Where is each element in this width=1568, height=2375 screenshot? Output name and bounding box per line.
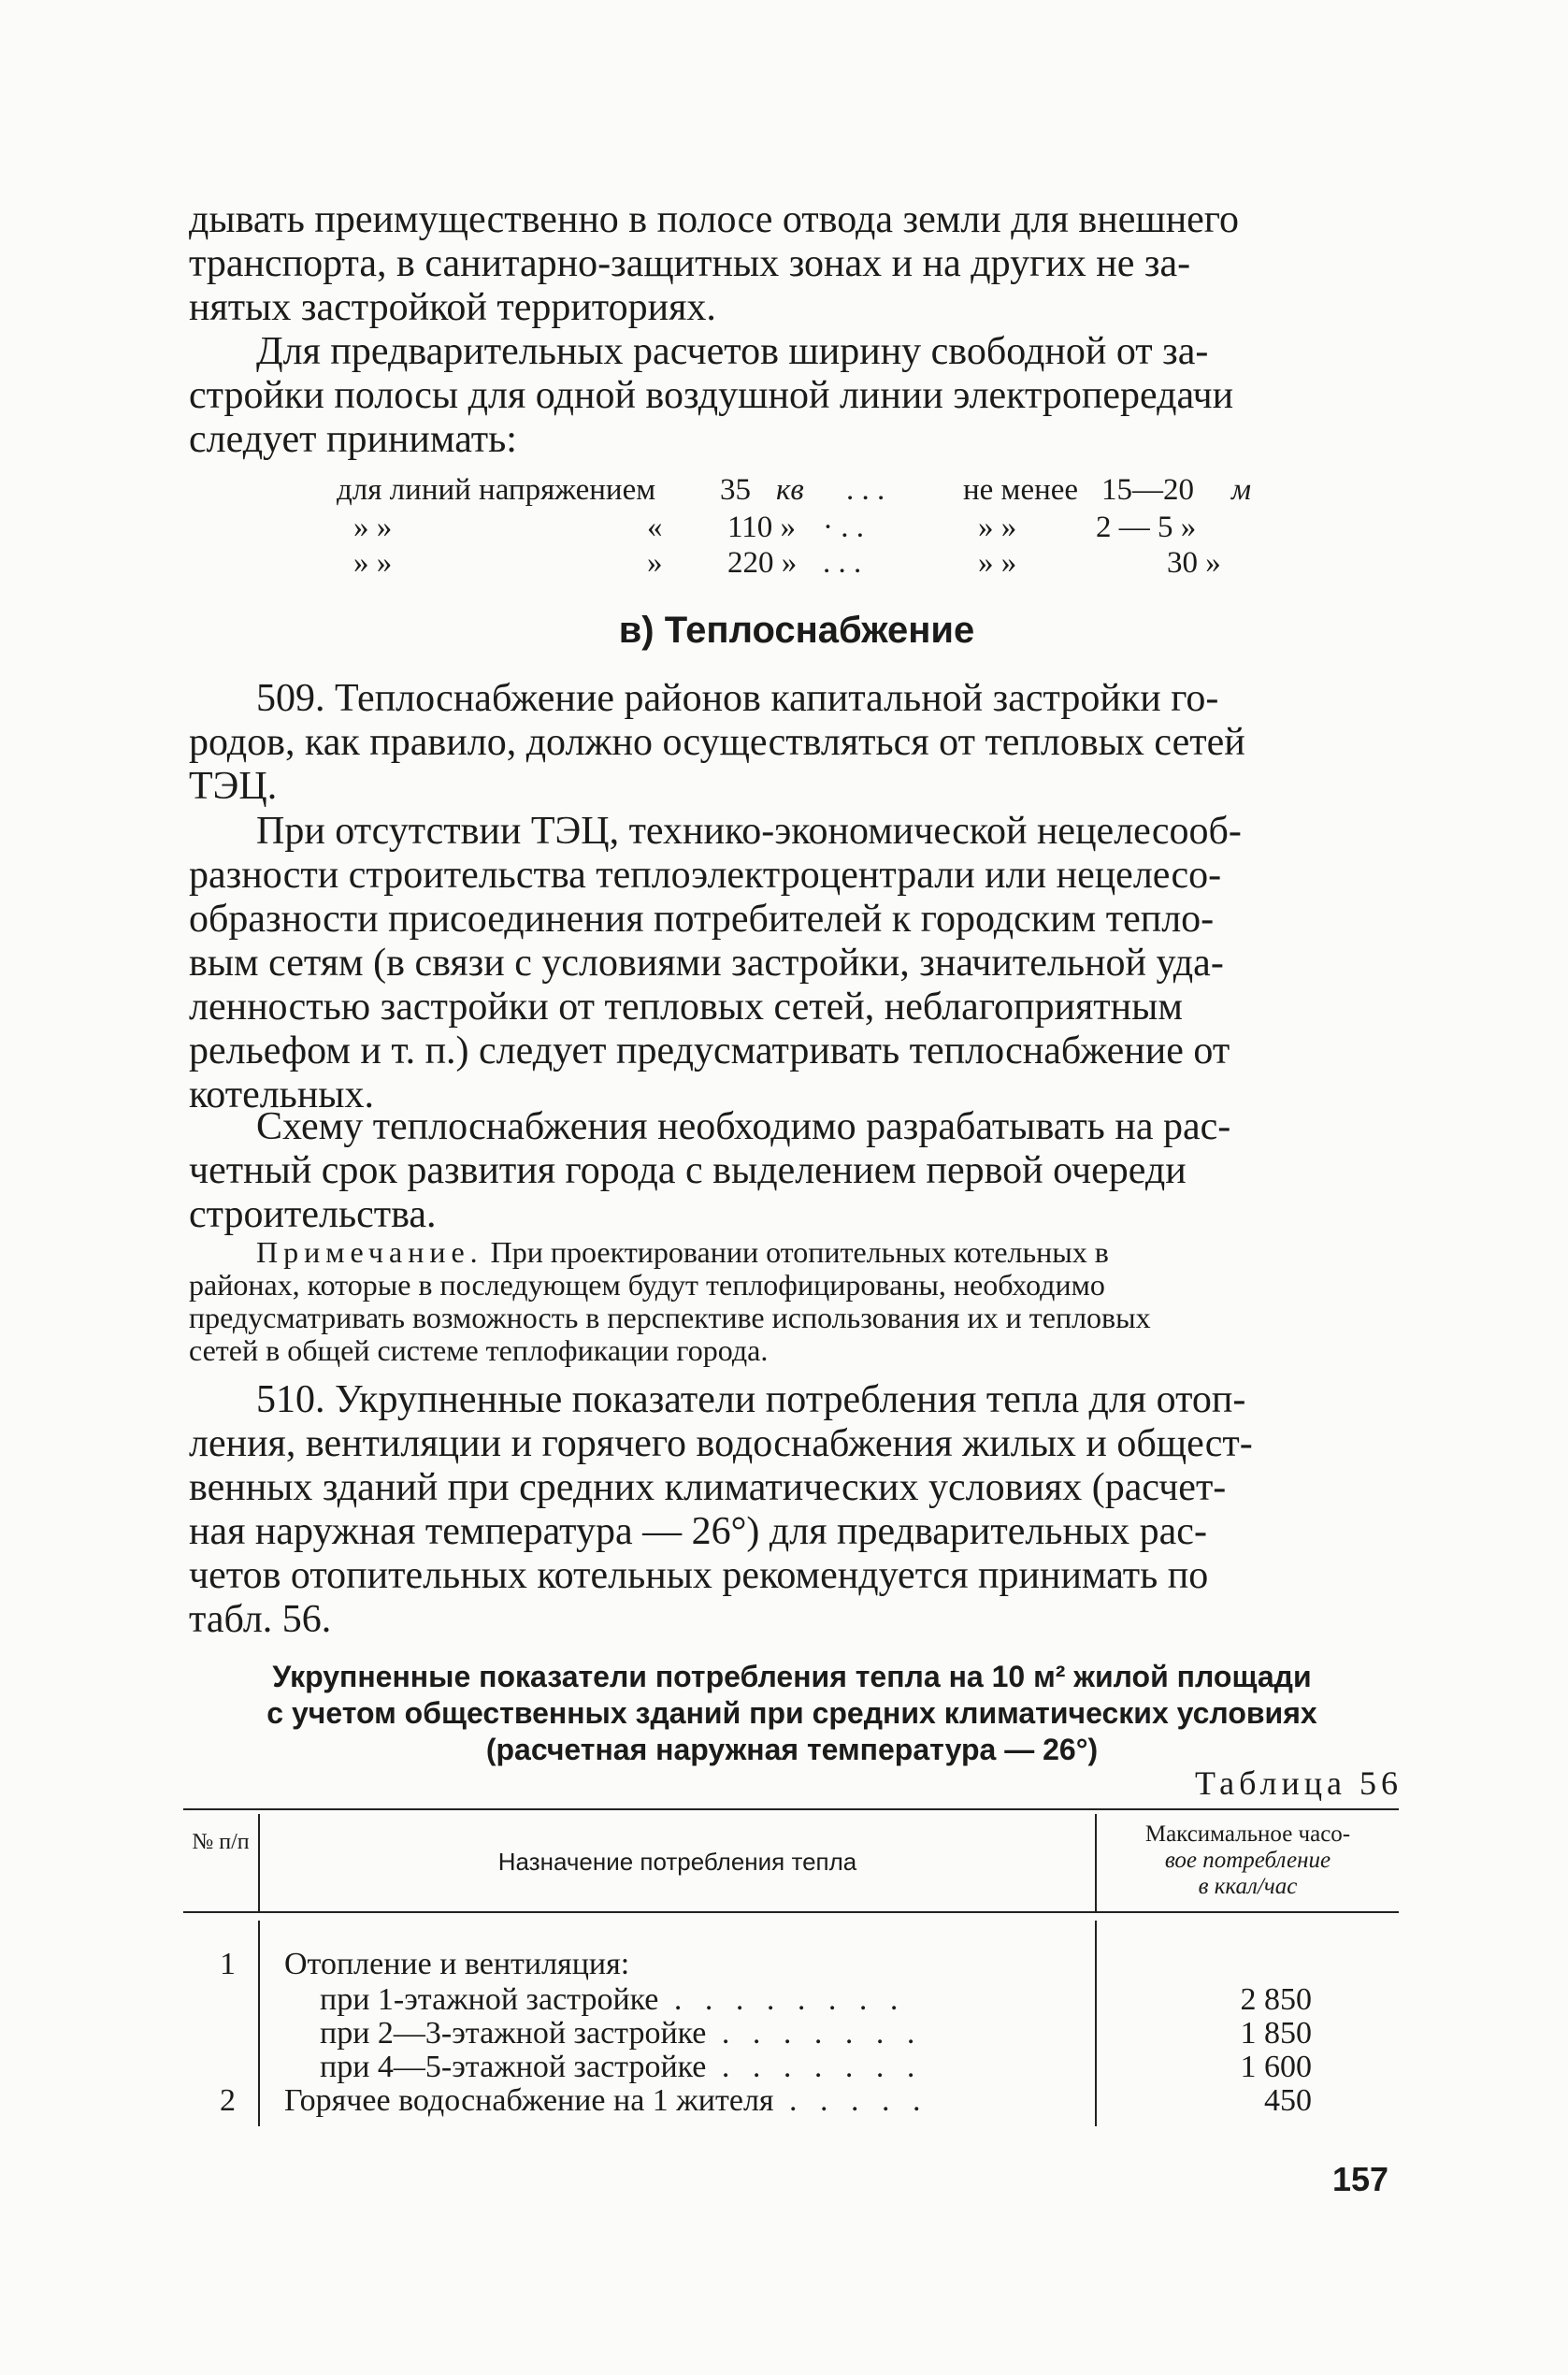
text-line: ленностью застройки от тепловых сетей, неблагоприятным bbox=[189, 986, 1183, 1029]
text-line: четов отопительных котельных рекомендуется принимать по bbox=[189, 1554, 1209, 1597]
voltage-row-3-limit: » » bbox=[978, 546, 1017, 580]
text-line: венных зданий при средних климатических условиях (расчет- bbox=[189, 1466, 1227, 1509]
table-label-block bbox=[189, 1763, 1403, 1803]
row-purpose-text: при 4—5-этажной застройке bbox=[320, 2050, 707, 2084]
row-purpose-text: Горячее водоснабжение на 1 жителя bbox=[284, 2083, 774, 2118]
voltage-row-1-dots: . . . bbox=[846, 473, 885, 507]
text-line: строительства. bbox=[189, 1193, 437, 1236]
voltage-row-2-limit: » » bbox=[978, 511, 1017, 544]
text-line: дывать преимущественно в полосе отвода земли для внешнего bbox=[189, 198, 1239, 241]
paragraph-width-intro bbox=[189, 330, 1404, 462]
row-purpose-text: при 1-этажной застройке bbox=[320, 1982, 659, 2017]
caption-line: (расчетная наружная температура — 26°) bbox=[485, 1733, 1099, 1766]
text-line: табл. 56. bbox=[189, 1598, 332, 1641]
text-line: Схему теплоснабжения необходимо разрабатывать на рас- bbox=[256, 1105, 1231, 1148]
note-line: предусматривать возможность в перспективе использования их и тепловых bbox=[189, 1301, 1151, 1334]
note-text: При проектировании отопительных котельных в bbox=[490, 1235, 1109, 1269]
row-purpose: Горячее водоснабжение на 1 жителя . . . . . bbox=[284, 2083, 928, 2118]
text-line: ТЭЦ. bbox=[189, 765, 278, 808]
text-line: образности присоединения потребителей к городским тепло- bbox=[189, 898, 1215, 941]
text-line: рельефом и т. п.) следует предусматривать теплоснабжение от bbox=[189, 1029, 1230, 1072]
text-line: нятых застройкой территориях. bbox=[189, 286, 716, 329]
row-purpose: Отопление и вентиляция: bbox=[284, 1947, 630, 1981]
text-line: котельных. bbox=[189, 1073, 375, 1116]
section-heading: в) Теплоснабжение bbox=[618, 610, 975, 651]
text-line: вым сетям (в связи с условиями застройки, значительной уда- bbox=[189, 942, 1224, 985]
row-value: 450 bbox=[1264, 2083, 1312, 2118]
text-line: ная наружная температура — 26°) для предварительных рас- bbox=[189, 1510, 1207, 1553]
text-line: ления, вентиляции и горячего водоснабжения жилых и общест- bbox=[189, 1422, 1253, 1465]
note-first-line bbox=[189, 1236, 1404, 1269]
row-value: 1 600 bbox=[1240, 2050, 1312, 2084]
voltage-row-2-width: 2 — 5 » bbox=[1096, 511, 1197, 544]
table-caption bbox=[189, 1659, 1395, 1768]
voltage-row-3-dots: . . . bbox=[823, 546, 862, 580]
voltage-row-3-mark: » bbox=[647, 546, 663, 580]
text-line: 510. Укрупненные показатели потребления тепла для отоп- bbox=[256, 1378, 1246, 1421]
voltage-row-1-limit: не менее bbox=[963, 473, 1079, 507]
text-line: следует принимать: bbox=[189, 418, 517, 461]
paragraph-509 bbox=[189, 677, 1404, 809]
caption-line: Укрупненные показатели потребления тепла на 10 м² жилой площади bbox=[272, 1660, 1312, 1693]
text-line: родов, как правило, должно осуществляться от тепловых сетей bbox=[189, 721, 1245, 764]
column-divider bbox=[258, 1921, 260, 2126]
row-purpose-text: при 2—3-этажной застройке bbox=[320, 2016, 707, 2051]
row-purpose: при 4—5-этажной застройке . . . . . . . bbox=[320, 2050, 923, 2084]
paragraph-top bbox=[189, 198, 1404, 330]
text-line: 509. Теплоснабжение районов капитальной застройки го- bbox=[256, 677, 1219, 720]
table-label: Таблица 56 bbox=[1195, 1764, 1403, 1802]
row-number: 2 bbox=[220, 2083, 236, 2118]
header-max-line: вое потребление bbox=[1164, 1848, 1331, 1873]
row-purpose: при 2—3-этажной застройке . . . . . . . bbox=[320, 2016, 923, 2051]
row-value: 2 850 bbox=[1240, 1982, 1312, 2017]
text-line: При отсутствии ТЭЦ, технико-экономической нецелесооб- bbox=[256, 810, 1242, 853]
voltage-row-3-kv: 220 » bbox=[727, 546, 798, 580]
voltage-row-3-width: 30 » bbox=[1167, 546, 1221, 580]
text-line: четный срок развития города с выделением первой очереди bbox=[189, 1149, 1187, 1192]
row-number: 1 bbox=[220, 1947, 236, 1981]
voltage-row-1-kv: 35 bbox=[720, 473, 751, 507]
section-heading-block bbox=[189, 610, 1404, 652]
row-value: 1 850 bbox=[1240, 2016, 1312, 2051]
text-line: транспорта, в санитарно-защитных зонах и на других не за- bbox=[189, 242, 1191, 285]
paragraph-scheme bbox=[189, 1105, 1404, 1237]
voltage-row-1-width: 15—20 bbox=[1101, 473, 1194, 507]
header-purpose: Назначение потребления тепла bbox=[497, 1848, 857, 1876]
page-number: 157 bbox=[1332, 2160, 1389, 2198]
note-line: сетей в общей системе теплофикации города. bbox=[189, 1333, 769, 1367]
voltage-row-1-prefix: для линий напряжением bbox=[337, 473, 656, 507]
voltage-row-2-prefix: » » bbox=[353, 511, 393, 544]
paragraph-absence bbox=[189, 810, 1404, 1117]
note-label: Примечание. bbox=[256, 1235, 483, 1269]
voltage-row-1-width-unit: м bbox=[1231, 473, 1252, 507]
header-max-line: Максимальное часо- bbox=[1144, 1821, 1351, 1847]
text-line: разности строительства теплоэлектроцентрали или нецелесо- bbox=[189, 854, 1222, 897]
voltage-row-2-dots: · . . bbox=[823, 511, 864, 544]
text-line: стройки полосы для одной воздушной линии электропередачи bbox=[189, 374, 1234, 417]
voltage-row-2-mark: « bbox=[647, 511, 663, 544]
header-max-line: в ккал/час bbox=[1198, 1874, 1298, 1899]
text-line: Для предварительных расчетов ширину свободной от за- bbox=[256, 330, 1209, 373]
note-line: районах, которые в последующем будут теплофицированы, необходимо bbox=[189, 1268, 1105, 1302]
header-number: № п/п bbox=[192, 1830, 250, 1854]
data-table bbox=[183, 1808, 1399, 2126]
header-max bbox=[1097, 1821, 1399, 1900]
voltage-row-2-kv: 110 » bbox=[727, 511, 797, 544]
table-top-rule bbox=[183, 1808, 1399, 1810]
note-block bbox=[189, 1236, 1404, 1367]
row-purpose: при 1-этажной застройке . . . . . . . . bbox=[320, 1982, 906, 2017]
voltage-row-1-unit: кв bbox=[776, 473, 804, 507]
caption-line: с учетом общественных зданий при средних климатических условиях bbox=[266, 1696, 1317, 1730]
voltage-row-3-prefix: » » bbox=[353, 546, 393, 580]
paragraph-510 bbox=[189, 1378, 1404, 1642]
table-header-rule bbox=[183, 1911, 1399, 1913]
